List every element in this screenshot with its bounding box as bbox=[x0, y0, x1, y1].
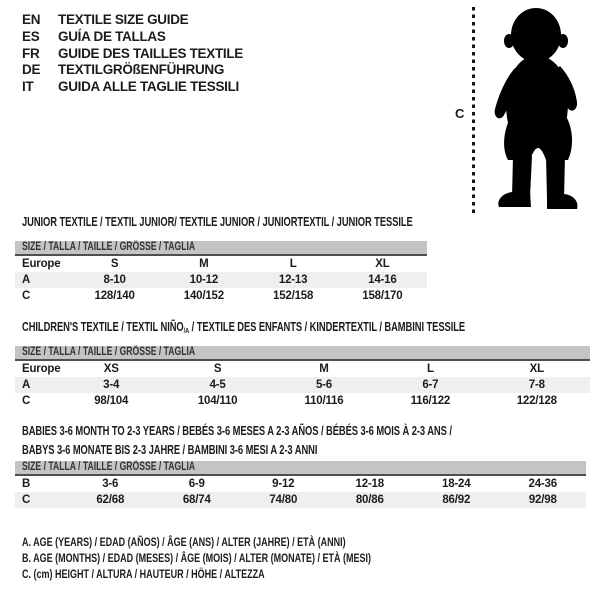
language-label: TEXTILGRÖßENFÜHRUNG bbox=[58, 62, 225, 78]
title-text-sub: /A bbox=[183, 326, 190, 335]
age-cell: 3-4 bbox=[103, 379, 120, 391]
height-cell: 122/128 bbox=[516, 395, 557, 407]
height-cell: 128/140 bbox=[94, 290, 135, 302]
height-cell: 158/170 bbox=[362, 290, 403, 302]
title-text-pre: CHILDREN'S TEXTILE / TEXTIL NIÑO bbox=[22, 320, 184, 334]
table-row-height bbox=[15, 492, 586, 508]
babies-section-title bbox=[22, 422, 595, 459]
footnote-age-years bbox=[22, 534, 487, 550]
height-cell: 116/122 bbox=[410, 395, 451, 407]
size-cell: XL bbox=[375, 258, 390, 270]
height-cell: 68/74 bbox=[182, 494, 211, 506]
table-row-age bbox=[15, 272, 427, 288]
footnote-text: B. AGE (MONTHS) / EDAD (MESES) / ÂGE (MOIS) / ALTER (MONATE) / ETÀ (MESI) bbox=[22, 551, 371, 566]
months-cell: 12-18 bbox=[355, 478, 384, 490]
toddler-silhouette-icon bbox=[484, 6, 597, 218]
footnote-height bbox=[22, 566, 487, 582]
table-row-age bbox=[15, 377, 590, 393]
language-code: FR bbox=[22, 45, 40, 61]
table-row-months bbox=[15, 476, 586, 492]
language-row-de bbox=[22, 62, 243, 79]
size-header-text: SIZE / TALLA / TAILLE / GRÖSSE / TAGLIA bbox=[22, 346, 196, 358]
row-label: C bbox=[22, 494, 31, 506]
table-row-height bbox=[15, 393, 590, 409]
language-label: GUIDA ALLE TAGLIE TESSILI bbox=[58, 79, 239, 95]
language-code: IT bbox=[22, 79, 34, 95]
size-cell: S bbox=[110, 258, 119, 270]
table-row-height bbox=[15, 288, 427, 304]
language-code: ES bbox=[22, 28, 40, 44]
height-cell: 86/92 bbox=[442, 494, 471, 506]
size-cell: XL bbox=[529, 363, 544, 375]
language-guide bbox=[22, 12, 243, 96]
row-label: A bbox=[22, 274, 31, 286]
language-row-it bbox=[22, 79, 243, 96]
height-cell: 104/110 bbox=[197, 395, 238, 407]
age-cell: 14-16 bbox=[368, 274, 397, 286]
size-header-bar bbox=[15, 346, 590, 361]
language-label: GUIDE DES TAILLES TEXTILE bbox=[58, 45, 244, 61]
language-row-en bbox=[22, 12, 243, 29]
footnote-age-months bbox=[22, 550, 487, 566]
size-cell: L bbox=[426, 363, 434, 375]
height-cell: 74/80 bbox=[269, 494, 298, 506]
height-cell: 110/116 bbox=[304, 395, 344, 407]
months-cell: 6-9 bbox=[188, 478, 205, 490]
height-measure-label: C bbox=[455, 106, 465, 121]
age-cell: 6-7 bbox=[422, 379, 439, 391]
months-cell: 9-12 bbox=[272, 478, 295, 490]
height-measure-dashed-line bbox=[472, 7, 475, 218]
size-header-bar bbox=[15, 461, 586, 476]
row-label: B bbox=[22, 478, 31, 490]
size-header-text: SIZE / TALLA / TAILLE / GRÖSSE / TAGLIA bbox=[22, 241, 196, 253]
age-cell: 4-5 bbox=[209, 379, 226, 391]
junior-section-title bbox=[22, 215, 543, 229]
children-size-grid bbox=[15, 361, 590, 409]
size-header-bar bbox=[15, 241, 427, 256]
row-label: Europe bbox=[22, 258, 61, 270]
children-section-title bbox=[22, 320, 600, 338]
height-cell: 98/104 bbox=[94, 395, 129, 407]
language-row-es bbox=[22, 29, 243, 46]
age-cell: 7-8 bbox=[528, 379, 545, 391]
table-row-europe bbox=[15, 361, 590, 377]
row-label: C bbox=[22, 395, 31, 407]
babies-title-line1: BABIES 3-6 MONTH TO 2-3 YEARS / BEBÉS 3-6 MESES A 2-3 AÑOS / BÉBÉS 3-6 MOIS À 2-3 ANS / bbox=[22, 424, 452, 438]
size-cell: M bbox=[319, 363, 329, 375]
junior-size-table bbox=[15, 241, 427, 304]
row-label: C bbox=[22, 290, 31, 302]
babies-size-table bbox=[15, 461, 586, 508]
size-cell: M bbox=[199, 258, 209, 270]
children-size-table bbox=[15, 346, 590, 409]
junior-section-title-text: JUNIOR TEXTILE / TEXTIL JUNIOR/ TEXTILE JUNIOR / JUNIORTEXTIL / JUNIOR TESSILE bbox=[22, 215, 413, 229]
height-cell: 62/68 bbox=[96, 494, 125, 506]
legend-footnotes bbox=[22, 534, 487, 583]
footnote-text: A. AGE (YEARS) / EDAD (AÑOS) / ÂGE (ANS) / ALTER (JAHRE) / ETÀ (ANNI) bbox=[22, 535, 346, 549]
months-cell: 24-36 bbox=[528, 478, 557, 490]
height-cell: 152/158 bbox=[273, 290, 314, 302]
age-cell: 10-12 bbox=[189, 274, 219, 286]
row-label: Europe bbox=[22, 363, 61, 375]
language-row-fr bbox=[22, 46, 243, 63]
babies-size-grid bbox=[15, 476, 586, 508]
language-label: TEXTILE SIZE GUIDE bbox=[58, 12, 189, 27]
title-text-post: / TEXTILE DES ENFANTS / KINDERTEXTIL / BAMBINI TESSILE bbox=[189, 320, 466, 334]
language-code: DE bbox=[22, 62, 41, 78]
age-cell: 8-10 bbox=[103, 274, 126, 286]
language-label: GUÍA DE TALLAS bbox=[58, 28, 166, 44]
size-cell: S bbox=[213, 363, 222, 375]
junior-size-grid bbox=[15, 256, 427, 304]
size-cell: XS bbox=[103, 363, 119, 375]
months-cell: 18-24 bbox=[442, 478, 471, 490]
age-cell: 5-6 bbox=[315, 379, 332, 391]
size-cell: L bbox=[289, 258, 297, 270]
age-cell: 12-13 bbox=[278, 274, 308, 286]
language-code: EN bbox=[22, 12, 41, 27]
height-cell: 140/152 bbox=[183, 290, 224, 302]
height-cell: 80/86 bbox=[355, 494, 384, 506]
babies-title-line2: BABYS 3-6 MONATE BIS 2-3 JAHRE / BAMBINI 3-6 MESI A 2-3 ANNI bbox=[22, 442, 318, 457]
children-section-title-text bbox=[22, 320, 465, 338]
footnote-text: C. (cm) HEIGHT / ALTURA / HAUTEUR / HÖHE / ALTEZZA bbox=[22, 567, 265, 582]
height-cell: 92/98 bbox=[528, 494, 557, 506]
size-header-text: SIZE / TALLA / TAILLE / GRÖSSE / TAGLIA bbox=[22, 461, 196, 473]
row-label: A bbox=[22, 379, 31, 391]
months-cell: 3-6 bbox=[102, 478, 119, 490]
table-row-europe bbox=[15, 256, 427, 272]
